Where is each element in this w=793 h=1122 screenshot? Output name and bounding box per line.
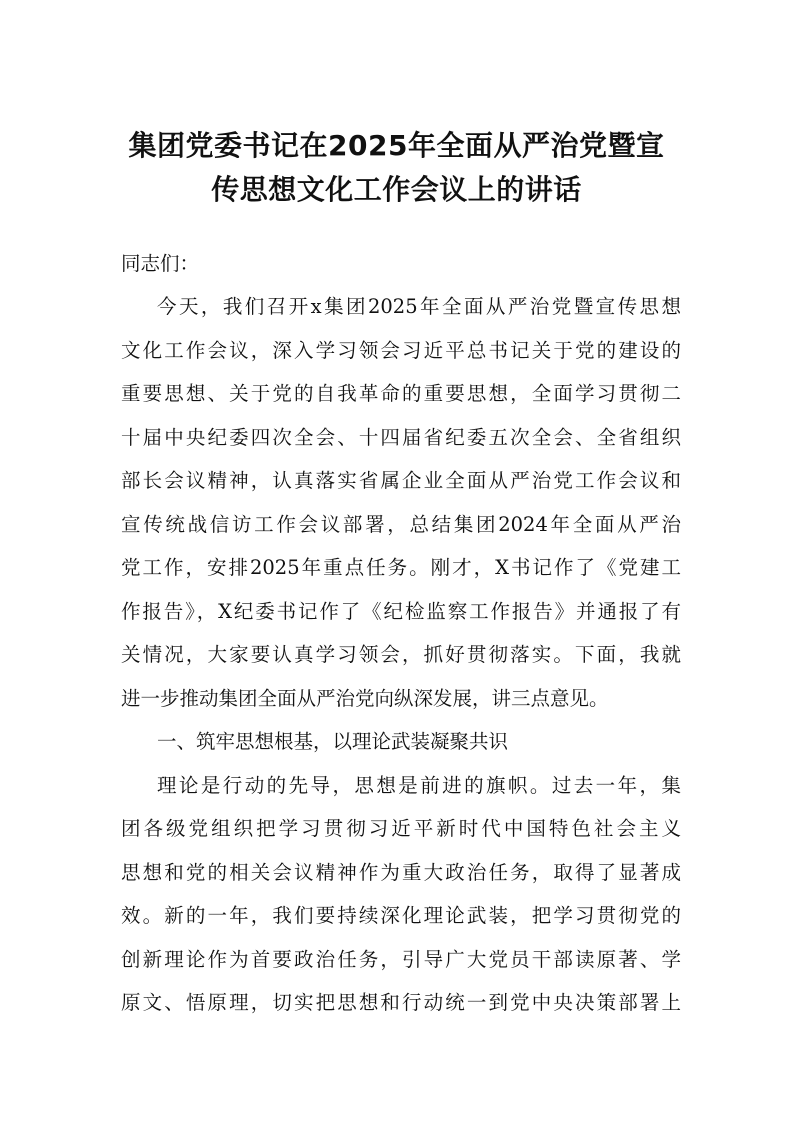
paragraph-1-line: 党工作，安排2025年重点任务。刚才，X书记作了《党建工	[121, 556, 681, 579]
document-body	[121, 285, 681, 1025]
paragraph-2-line: 创新理论作为首要政治任务，引导广大党员干部读原著、学	[121, 947, 681, 971]
paragraph-1-line: 作报告》，X纪委书记作了《纪检监察工作报告》并通报了有	[121, 599, 681, 623]
paragraph-1-line: 十届中央纪委四次全会、十四届省纪委五次全会、全省组织	[121, 425, 681, 449]
paragraph-1-line: 关情况，大家要认真学习领会，抓好贯彻落实。下面，我就	[121, 643, 681, 666]
document-title-line-1: 集团党委书记在2025年全面从严治党暨宣	[128, 129, 665, 162]
paragraph-2-line: 理论是行动的先导，思想是前进的旗帜。过去一年，集	[157, 773, 681, 797]
paragraph-2-line: 思想和党的相关会议精神作为重大政治任务，取得了显著成	[121, 860, 681, 884]
paragraph-1-line: 文化工作会议，深入学习领会习近平总书记关于党的建设的	[121, 338, 681, 362]
document-title-line-2: 传思想文化工作会议上的讲话	[211, 173, 582, 206]
paragraph-2-line: 原文、悟原理，切实把思想和行动统一到党中央决策部署上	[121, 991, 681, 1014]
paragraph-2-line: 团各级党组织把学习贯彻习近平新时代中国特色社会主义	[121, 817, 681, 840]
salutation: 同志们：	[121, 252, 200, 275]
paragraph-2-line: 效。新的一年，我们要持续深化理论武装，把学习贯彻党的	[121, 904, 681, 927]
paragraph-1-line: 部长会议精神，认真落实省属企业全面从严治党工作会议和	[121, 469, 681, 492]
paragraph-1-line: 宣传统战信访工作会议部署，总结集团2024年全面从严治	[121, 512, 681, 536]
paragraph-1-line: 进一步推动集团全面从严治党向纵深发展，讲三点意见。	[121, 686, 609, 710]
paragraph-1-line: 今天，我们召开x集团2025年全面从严治党暨宣传思想	[157, 295, 681, 318]
section-1-heading: 一、筑牢思想根基，以理论武装凝聚共识	[157, 730, 509, 753]
paragraph-1-line: 重要思想、关于党的自我革命的重要思想，全面学习贯彻二	[121, 382, 681, 405]
